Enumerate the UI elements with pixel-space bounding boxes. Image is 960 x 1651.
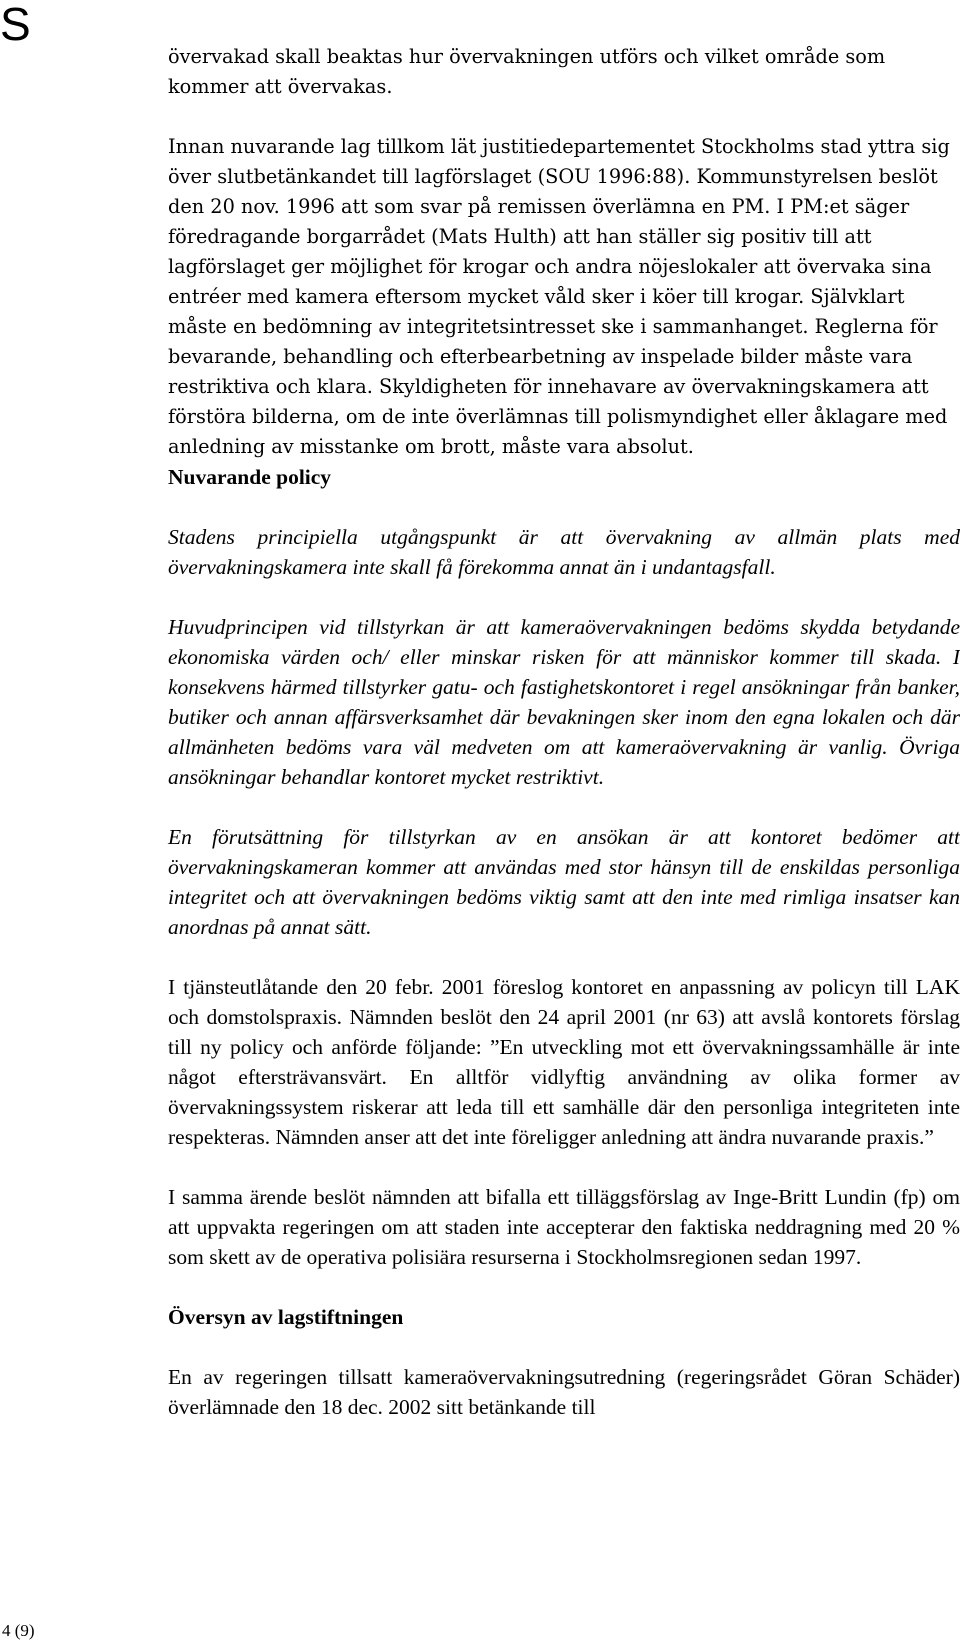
paragraph-4: Huvudprincipen vid tillstyrkan är att kameraövervakningen bedöms skydda betydande ekonomiska värden och/ eller minskar risken för att människor kommer till skada. I konsekvens härmed tillstyrker gatu- och fastighetskontoret i regel ansökningar från banker, butiker och annan affärsverksamhet där bevakningen sker inom den egna lokalen och där allmänheten bedöms vara väl medveten om att kameraövervakning är vanlig. Övriga ansökningar behandlar kontoret mycket restriktivt.	[168, 615, 960, 789]
paragraph-3: Stadens principiella utgångspunkt är att övervakning av allmän plats med övervakningskamera inte skall få förekomma annat än i undantagsfall.	[168, 525, 960, 579]
page-number: 4 (9)	[2, 1621, 35, 1640]
paragraph-8: En av regeringen tillsatt kameraövervakningsutredning (regeringsrådet Göran Schäder) överlämnade den 18 dec. 2002 sitt betänkande till	[168, 1365, 960, 1419]
paragraph-5: En förutsättning för tillstyrkan av en ansökan är att kontoret bedömer att övervakningskameran kommer att användas med stor hänsyn till de enskildas personliga integritet och att övervakningen bedöms viktig samt att den inte med rimliga insatser kan anordnas på annat sätt.	[168, 825, 960, 939]
paragraph-2: Innan nuvarande lag tillkom lät justitiedepartementet Stockholms stad yttra sig över slutbetänkandet till lagförslaget (SOU 1996:88). Kommunstyrelsen beslöt den 20 nov. 1996 att som svar på remissen överlämna en PM. I PM:et säger föredragande borgarrådet (Mats Hulth) att han ställer sig positiv till att lagförslaget ger möjlighet för krogar och andra nöjeslokaler att övervaka sina entréer med kamera eftersom mycket våld sker i köer till krogar. Självklart måste en bedömning av integritetsintresset ske i sammanhanget. Reglerna för bevarande, behandling och efterbearbetning av inspelade bilder måste vara restriktiva och klara. Skyldigheten för innehavare av övervakningskamera att förstöra bilderna, om de inte överlämnas till polismyndighet eller åklagare med anledning av misstanke om brott, måste vara absolut.	[168, 135, 950, 458]
paragraph-1: övervakad skall beaktas hur övervakningen utförs och vilket område som kommer att övervakas.	[168, 45, 886, 98]
document-body	[168, 42, 960, 1422]
section-letter: S	[0, 0, 31, 50]
paragraph-6: I tjänsteutlåtande den 20 febr. 2001 föreslog kontoret en anpassning av policyn till LAK och domstolspraxis. Nämnden beslöt den 24 april 2001 (nr 63) att avslå kontorets förslag till ny policy och anförde följande: ”En utveckling mot ett övervakningssamhälle är inte något eftersträvansvärt. En alltför vidlyftig användning av olika former av övervakningssystem riskerar att leda till ett samhälle där den personliga integriteten inte respekteras. Nämnden anser att det inte föreligger anledning att ändra nuvarande praxis.”	[168, 975, 960, 1149]
paragraph-7: I samma ärende beslöt nämnden att bifalla ett tilläggsförslag av Inge-Britt Lundin (fp) om att uppvakta regeringen om att staden inte accepterar den faktiska neddragning med 20 % som skett av de operativa polisiära resurserna i Stockholmsregionen sedan 1997.	[168, 1185, 960, 1269]
heading-oversyn-av-lagstiftningen: Översyn av lagstiftningen	[168, 1305, 404, 1329]
heading-nuvarande-policy: Nuvarande policy	[168, 465, 332, 489]
